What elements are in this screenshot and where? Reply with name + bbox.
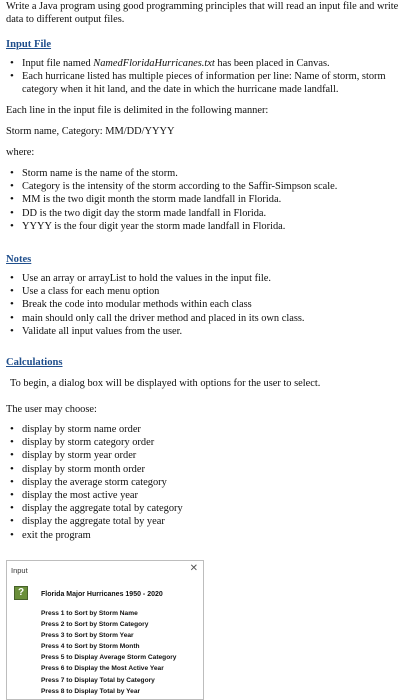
list-item: • Category is the intensity of the storm according to the Saffir-Simpson scale.	[10, 180, 404, 193]
notes-heading: Notes	[6, 254, 32, 265]
list-item: • Validate all input values from the user.	[10, 325, 404, 338]
dialog-option: Press 1 to Sort by Storm Name	[41, 610, 138, 617]
list-item: • display the average storm category	[10, 476, 404, 489]
list-item: • Each hurricane listed has multiple pieces of information per line: Name of storm, storm category when it hit land, and the date in which the hurricane made landfall.	[10, 70, 404, 96]
list-item: • MM is the two digit month the storm made landfall in Florida.	[10, 193, 404, 206]
dialog-title: Input	[11, 566, 28, 575]
where-text: where:	[6, 147, 35, 158]
filename: NamedFloridaHurricanes.txt	[93, 58, 215, 69]
choose-text: The user may choose:	[6, 404, 97, 415]
where-list	[10, 167, 404, 233]
dialog-option: Press 3 to Sort by Storm Year	[41, 632, 134, 640]
calculations-heading: Calculations	[6, 357, 63, 368]
dialog-option: Press 8 to Display Total by Year	[41, 687, 141, 695]
dialog-option: Press 5 to Display Average Storm Category	[41, 654, 177, 662]
intro-text: Write a Java program using good programming principles that will read an input file and write data to different output files.	[6, 1, 399, 26]
list-item: • display by storm category order	[10, 436, 404, 449]
dialog-option: Press 2 to Sort by Storm Category	[41, 621, 149, 629]
input-file-list	[10, 57, 404, 97]
list-item: • Storm name is the name of the storm.	[10, 167, 404, 180]
list-item: • Break the code into modular methods within each class	[10, 298, 404, 311]
list-item: • main should only call the driver method and placed in its own class.	[10, 312, 404, 325]
list-item: • display the most active year	[10, 489, 404, 502]
list-item: • display the aggregate total by year	[10, 515, 404, 528]
close-icon[interactable]: ✕	[189, 563, 198, 574]
calculations-intro: To begin, a dialog box will be displayed with options for the user to select.	[10, 378, 321, 389]
delimited-text: Each line in the input file is delimited in the following manner:	[6, 105, 269, 116]
list-item: • DD is the two digit day the storm made landfall in Florida.	[10, 207, 404, 220]
choices-list	[10, 423, 404, 542]
input-dialog	[6, 560, 204, 700]
list-item: • YYYY is the four digit year the storm made landfall in Florida.	[10, 220, 404, 233]
list-item: • Use a class for each menu option	[10, 285, 404, 298]
dialog-option: Press 7 to Display Total by Category	[41, 676, 155, 684]
list-item: • Use an array or arrayList to hold the values in the input file.	[10, 272, 404, 285]
list-item: • Input file named NamedFloridaHurricanes.txt has been placed in Canvas.	[10, 57, 404, 70]
dialog-option: Press 4 to Sort by Storm Month	[41, 643, 140, 651]
question-icon: ?	[14, 586, 28, 600]
list-item: • display the aggregate total by category	[10, 502, 404, 515]
dialog-header: Florida Major Hurricanes 1950 - 2020	[41, 591, 163, 598]
dialog-option: Press 6 to Display the Most Active Year	[41, 665, 164, 673]
input-file-heading: Input File	[6, 39, 52, 50]
list-item: • exit the program	[10, 529, 404, 542]
list-item: • display by storm name order	[10, 423, 404, 436]
dialog-options	[41, 608, 176, 697]
list-item: • display by storm year order	[10, 449, 404, 462]
list-item: • display by storm month order	[10, 463, 404, 476]
format-text: Storm name, Category: MM/DD/YYYY	[6, 126, 175, 137]
notes-list	[10, 272, 404, 338]
